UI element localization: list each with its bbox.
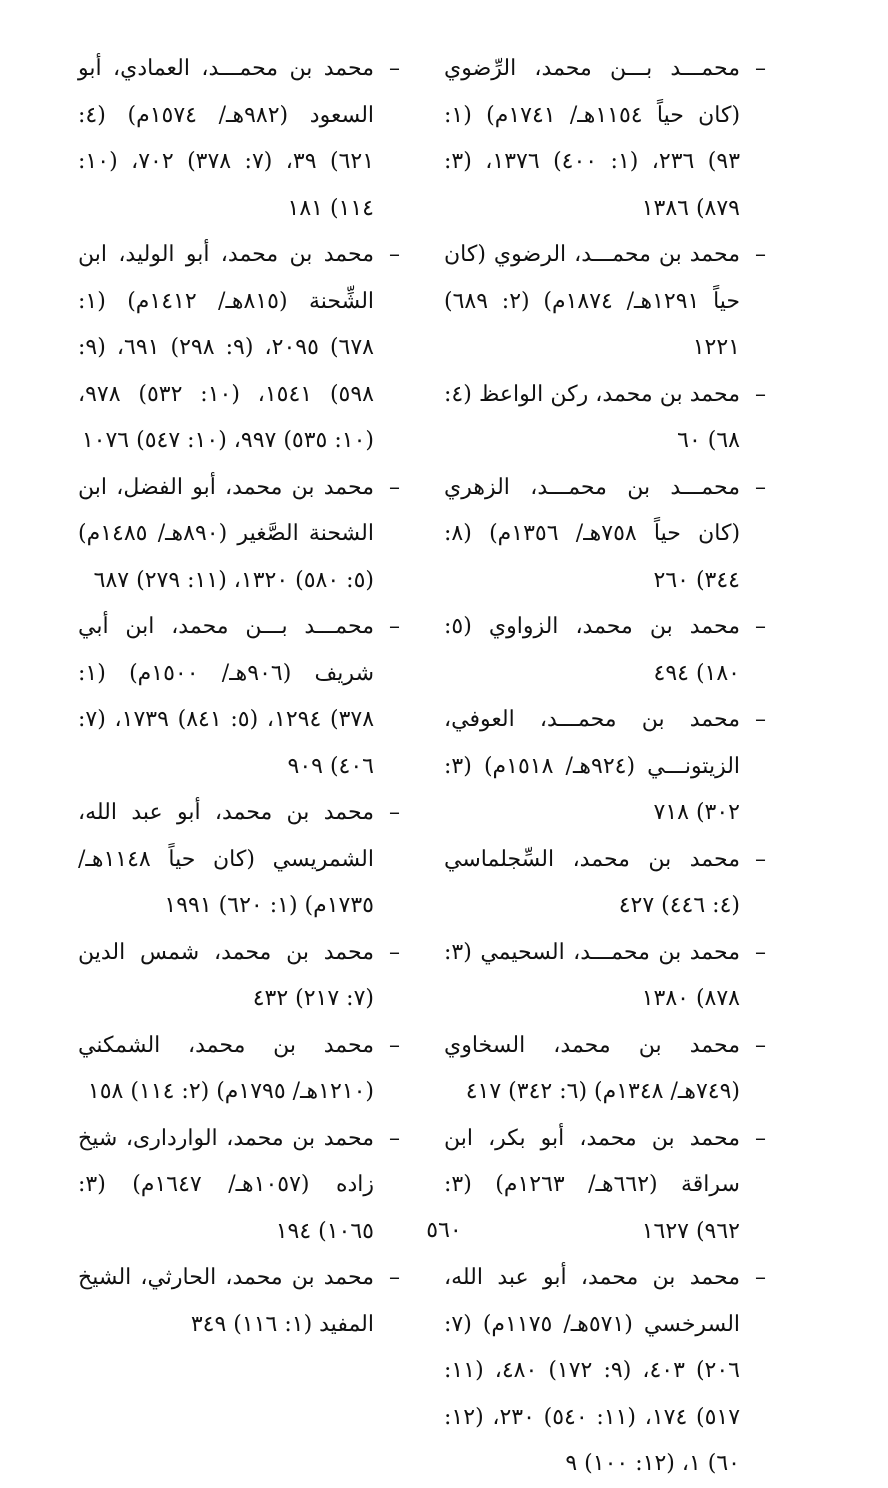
entry-dash: – <box>755 242 766 267</box>
entry-text: محمـــد بن محمـــد، الزهري (كان حياً ٧٥٨هـ/ ١٣٥٦م) (٨: ٣٤٤) ٢٦٠ <box>444 474 741 593</box>
entry-text: محمد بن محمد، الشمكني (١٢١٠هـ/ ١٧٩٥م) (٢: ١١٤) ١٥٨ <box>78 1032 374 1104</box>
index-entry <box>78 604 404 790</box>
index-entry <box>78 1255 404 1348</box>
entry-dash: – <box>755 1125 766 1151</box>
entry-dash: – <box>389 614 400 639</box>
entry-dash: – <box>389 56 400 81</box>
entry-dash: – <box>755 474 766 500</box>
index-entry <box>444 697 770 837</box>
entry-text: محمد بن محمد، أبو عبد الله، السرخسي (٥٧١هـ/ ١١٧٥م) (٧: ٢٠٦) ٤٠٣، (٩: ١٧٢) ٤٨٠، (١١: ٥١٧) ١٧٤، (١١: ٥٤٠) ٢٣٠، (١٢: ٦٠) ١، (١٢: ١٠٠) ٩ <box>444 1265 741 1476</box>
entry-dash: – <box>389 939 400 965</box>
entry-text: محمد بن محمد، أبو الفضل، ابن الشحنة الصَّغير (٨٩٠هـ/ ١٤٨٥م) (٥: ٥٨٠) ١٣٢٠، (١١: ٢٧٩) ٦٨٧ <box>78 474 375 593</box>
index-entry <box>78 790 404 930</box>
entry-text: محمد بن محمـــد، السحيمي (٣: ٨٧٨) ١٣٨٠ <box>444 939 740 1011</box>
entry-text: محمد بن محمد، أبو الوليد، ابن الشِّحنة (٨١٥هـ/ ١٤١٢م) (١: ٦٧٨) ٢٠٩٥، (٩: ٢٩٨) ٦٩١، (٩: ٥٩٨) ١٥٤١، (١٠: ٥٣٢) ٩٧٨، (١٠: ٥٣٥) ٩٩٧، (١٠: ٥٤٧) ١٠٧٦ <box>78 242 375 453</box>
entry-text: محمد بن محمد، الحارثي، الشيخ المفيد (١: ١١٦) ٣٤٩ <box>78 1265 374 1337</box>
entry-text: محمد بن محمـــد، الرضوي (كان حياً ١٢٩١هـ/ ١٨٧٤م) (٢: ٦٨٩) ١٢٢١ <box>444 242 741 360</box>
index-entry <box>444 1255 770 1488</box>
entry-dash: – <box>755 1265 766 1290</box>
index-entry <box>444 465 770 605</box>
entry-dash: – <box>755 707 766 732</box>
left-column <box>78 46 404 1348</box>
index-entry <box>444 837 770 930</box>
entry-dash: – <box>389 1265 400 1290</box>
page-number: ٥٦٠ <box>426 1218 462 1243</box>
entry-text: محمـــد بـــن محمد، ابن أبي شريف (٩٠٦هـ/ ١٥٠٠م) (١: ٣٧٨) ١٢٩٤، (٥: ٨٤١) ١٧٣٩، (٧: ٤٠٦) ٩٠٩ <box>78 614 375 779</box>
entry-dash: – <box>389 800 400 825</box>
index-entry <box>444 46 770 232</box>
index-entry <box>444 1023 770 1116</box>
index-entry <box>78 232 404 465</box>
entry-text: محمد بن محمد، السخاوي (٧٤٩هـ/ ١٣٤٨م) (٦: ٣٤٢) ٤١٧ <box>444 1032 740 1104</box>
index-entry <box>78 465 404 605</box>
index-entry <box>444 604 770 697</box>
entry-dash: – <box>755 381 766 407</box>
entry-text: محمد بن محمـــد، العوفي، الزيتونـــي (٩٢٤هـ/ ١٥١٨م) (٣: ٣٠٢) ٧١٨ <box>444 707 741 825</box>
entry-text: محمد بن محمد، أبو بكر، ابن سراقة (٦٦٢هـ/ ١٢٦٣م) (٣: ٩٦٢) ١٦٢٧ <box>444 1125 740 1244</box>
entry-dash: – <box>755 1032 766 1058</box>
entry-text: محمد بن محمد، ركن الواعظ (٤: ٦٨) ٦٠ <box>444 381 740 453</box>
index-entry <box>444 372 770 465</box>
entry-dash: – <box>389 1032 400 1058</box>
entry-text: محمـــد بـــن محمد، الرِّضوي (كان حياً ١١٥٤هـ/ ١٧٤١م) (١: ٩٣) ٢٣٦، (١: ٤٠٠) ١٣٧٦، (٣: ٨٧٩) ١٣٨٦ <box>444 56 741 221</box>
entry-text: محمد بن محمد، الزواوي (٥: ١٨٠) ٤٩٤ <box>444 614 740 686</box>
index-entry <box>444 930 770 1023</box>
entry-dash: – <box>389 242 400 267</box>
entry-dash: – <box>755 939 766 965</box>
index-entry <box>78 930 404 1023</box>
entry-text: محمد بن محمد، السِّجلماسي (٤: ٤٤٦) ٤٢٧ <box>444 846 740 918</box>
entry-text: محمد بن محمد، شمس الدين (٧: ٢١٧) ٤٣٢ <box>78 939 374 1011</box>
index-entry <box>78 1023 404 1116</box>
entry-dash: – <box>389 1125 400 1151</box>
entry-text: محمد بن محمد، الواردارى، شيخ زاده (١٠٥٧هـ/ ١٦٤٧م) (٣: ١٠٦٥) ١٩٤ <box>78 1125 375 1244</box>
entry-dash: – <box>755 614 766 639</box>
index-entry <box>444 232 770 372</box>
entry-dash: – <box>755 56 766 81</box>
entry-text: محمد بن محمـــد، العمادي، أبو السعود (٩٨٢هـ/ ١٥٧٤م) (٤: ٦٢١) ٣٩، (٧: ٣٧٨) ٧٠٢، (١٠: ١١٤) ١٨١ <box>78 56 375 221</box>
entry-dash: – <box>755 846 766 872</box>
index-entry <box>78 46 404 232</box>
entry-dash: – <box>389 474 400 500</box>
entry-text: محمد بن محمد، أبو عبد الله، الشمريسي (كان حياً ١١٤٨هـ/ ١٧٣٥م) (١: ٦٢٠) ١٩٩١ <box>78 800 374 918</box>
right-column <box>444 46 770 1488</box>
